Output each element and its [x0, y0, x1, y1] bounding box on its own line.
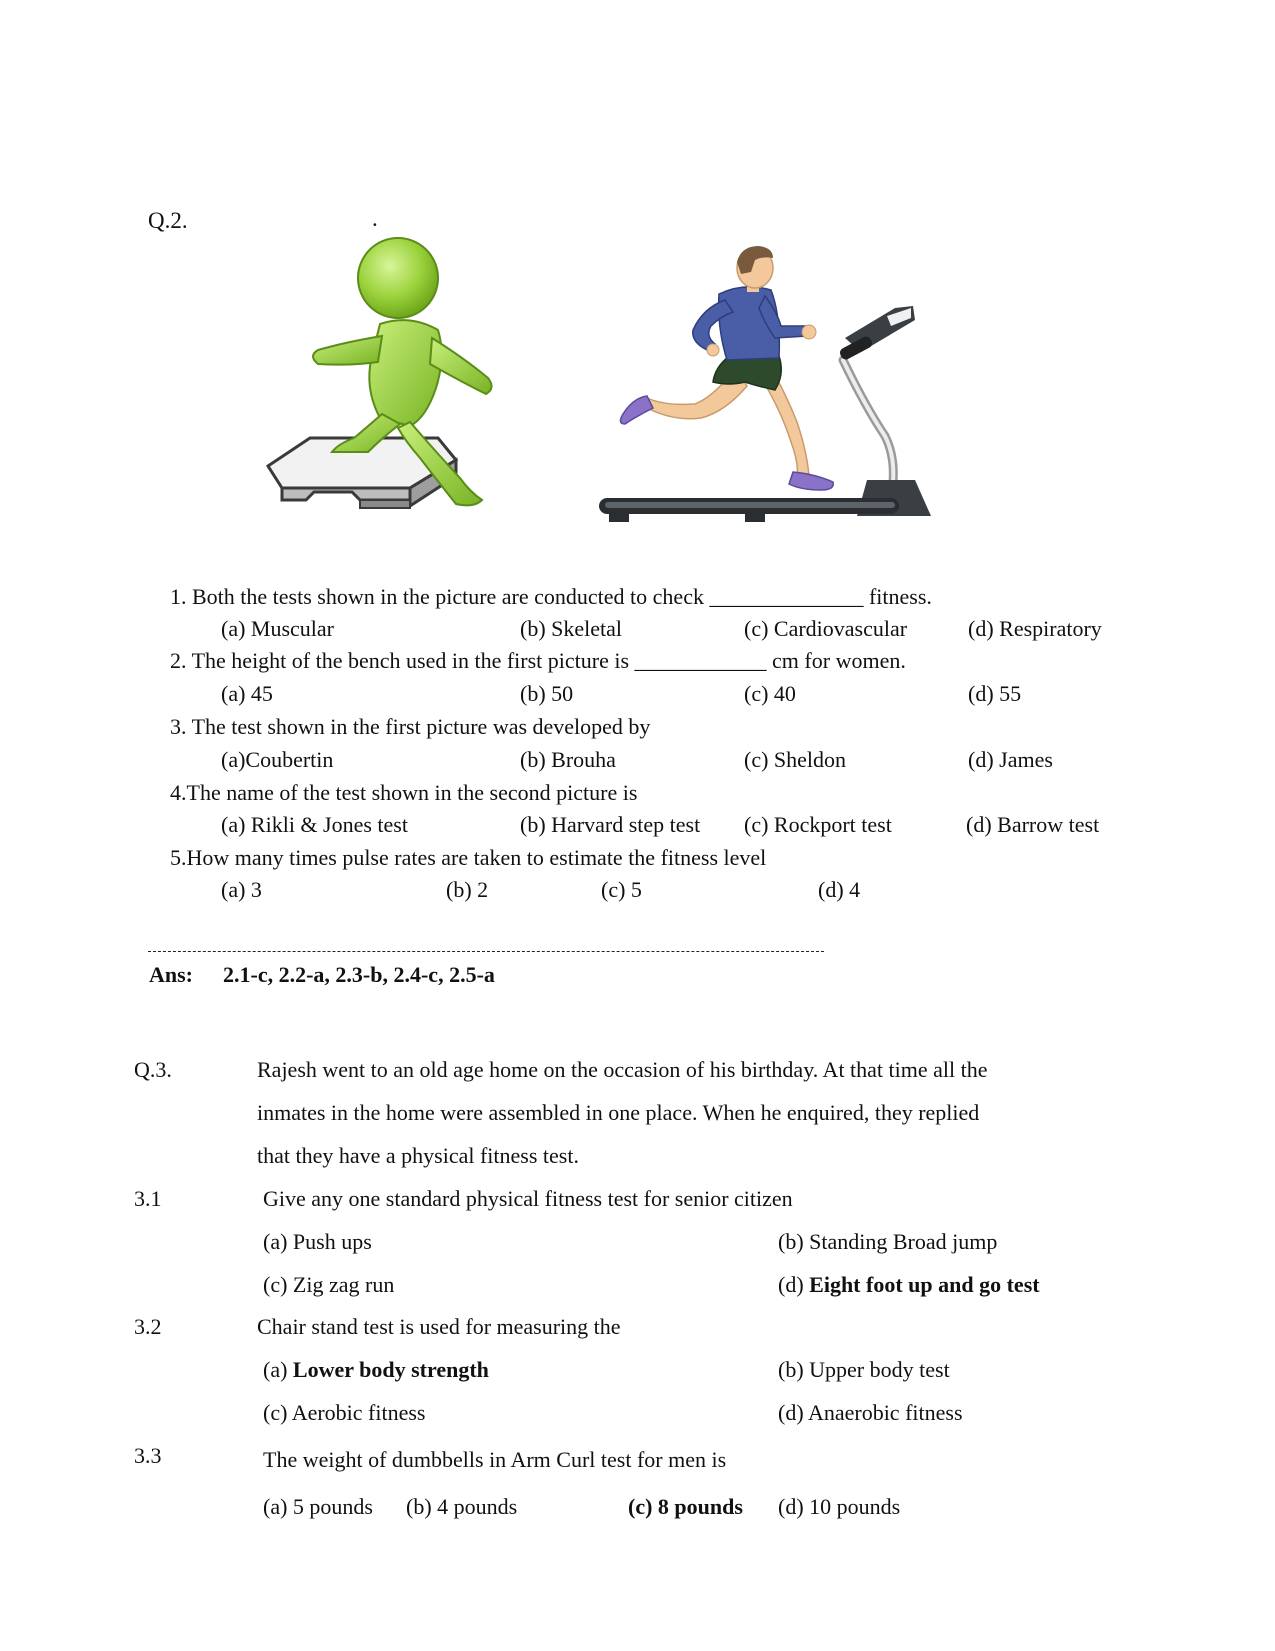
q3-3-number: 3.3 [134, 1443, 162, 1468]
q2-dot: . [372, 206, 378, 231]
q3-1-option-b: (b) Standing Broad jump [778, 1229, 998, 1254]
q2-4-option-b: (b) Harvard step test [520, 812, 701, 837]
q3-passage-line-1: Rajesh went to an old age home on the occasion of his birthday. At that time all the [257, 1057, 988, 1082]
q2-4-option-d: (d) Barrow test [966, 812, 1100, 837]
q2-question-3: 3. The test shown in the first picture was developed by [170, 714, 651, 739]
q2-1-option-d: (d) Respiratory [968, 616, 1102, 641]
q2-1-option-c: (c) Cardiovascular [744, 616, 908, 641]
q3-1-option-c: (c) Zig zag run [263, 1272, 395, 1297]
q2-2-option-b: (b) 50 [520, 681, 574, 706]
q2-question-1: 1. Both the tests shown in the picture are conducted to check ______________ fitness. [170, 584, 932, 609]
q2-question-5: 5.How many times pulse rates are taken to estimate the fitness level [170, 845, 767, 870]
q2-4-option-c: (c) Rockport test [744, 812, 892, 837]
q3-1-number: 3.1 [134, 1186, 162, 1211]
q2-5-option-c: (c) 5 [601, 877, 642, 902]
q3-1-question: Give any one standard physical fitness test for senior citizen [263, 1186, 793, 1211]
q3-1-option-a: (a) Push ups [263, 1229, 372, 1254]
answer-text: 2.1-c, 2.2-a, 2.3-b, 2.4-c, 2.5-a [223, 962, 495, 987]
q3-2-question: Chair stand test is used for measuring the [257, 1314, 621, 1339]
treadmill-runner-icon [595, 246, 965, 531]
q3-3-question: The weight of dumbbells in Arm Curl test for men is [263, 1447, 727, 1472]
q3-3-option-c: (c) 8 pounds [628, 1494, 743, 1519]
q2-4-option-a: (a) Rikli & Jones test [221, 812, 408, 837]
q3-3-option-a: (a) 5 pounds [263, 1494, 373, 1519]
step-test-figure-icon [260, 238, 520, 533]
q2-5-option-a: (a) 3 [221, 877, 262, 902]
q3-1-option-d: (d) Eight foot up and go test [778, 1272, 1040, 1297]
dashed-separator [148, 951, 824, 952]
q3-label: Q.3. [134, 1057, 172, 1082]
q2-2-option-a: (a) 45 [221, 681, 273, 706]
q3-2-option-b: (b) Upper body test [778, 1357, 950, 1382]
q2-2-option-c: (c) 40 [744, 681, 796, 706]
q3-passage-line-3: that they have a physical fitness test. [257, 1143, 579, 1168]
q2-5-option-d: (d) 4 [818, 877, 861, 902]
q2-2-option-d: (d) 55 [968, 681, 1022, 706]
answer-label: Ans: [149, 962, 194, 987]
q2-question-2: 2. The height of the bench used in the first picture is ____________ cm for women. [170, 648, 906, 673]
q2-3-option-b: (b) Brouha [520, 747, 616, 772]
q2-label: Q.2. [148, 208, 188, 233]
q2-5-option-b: (b) 2 [446, 877, 489, 902]
q3-2-option-a: (a) Lower body strength [263, 1357, 489, 1382]
q3-2-option-d: (d) Anaerobic fitness [778, 1400, 963, 1425]
q2-3-option-c: (c) Sheldon [744, 747, 847, 772]
q3-passage-line-2: inmates in the home were assembled in one place. When he enquired, they replied [257, 1100, 980, 1125]
q3-3-option-d: (d) 10 pounds [778, 1494, 901, 1519]
q3-2-number: 3.2 [134, 1314, 162, 1339]
q3-2-option-c: (c) Aerobic fitness [263, 1400, 426, 1425]
q2-3-option-d: (d) James [968, 747, 1053, 772]
q2-3-option-a: (a)Coubertin [221, 747, 334, 772]
q2-1-option-a: (a) Muscular [221, 616, 335, 641]
q3-3-option-b: (b) 4 pounds [406, 1494, 518, 1519]
q2-question-4: 4.The name of the test shown in the second picture is [170, 780, 638, 805]
q2-1-option-b: (b) Skeletal [520, 616, 623, 641]
